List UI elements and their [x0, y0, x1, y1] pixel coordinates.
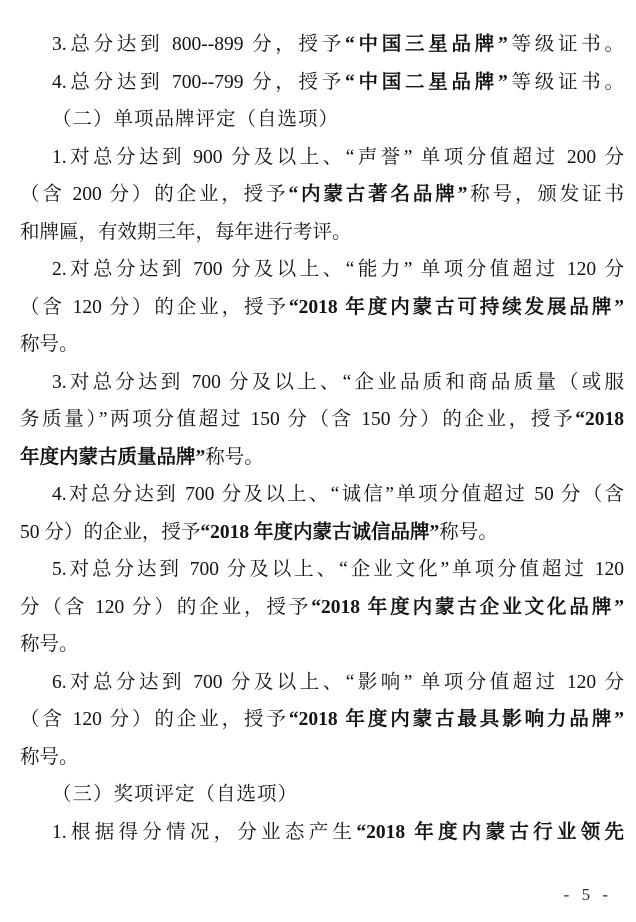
- text-run: 称号，颁发证书: [467, 184, 624, 205]
- bold-text-run: “2018: [575, 409, 624, 430]
- section-heading: [20, 776, 624, 814]
- text-run: 6.对总分达到 700 分及以上、“影响” 单项分值超过 120 分: [52, 671, 624, 693]
- text-line: [20, 139, 624, 177]
- text-run: 称号。: [20, 746, 79, 768]
- text-line: [20, 214, 624, 252]
- text-line: [20, 289, 624, 327]
- bold-text-run: “中国三星品牌”: [345, 34, 508, 55]
- text-line: [20, 739, 624, 777]
- bold-text-run: “中国二星品牌”: [345, 71, 508, 93]
- text-run: 50 分）的企业，授予: [20, 521, 201, 543]
- text-line: [20, 476, 624, 514]
- text-run: 3.对总分达到 700 分及以上、“企业品质和商品质量（或服: [52, 371, 624, 393]
- text-line: [20, 401, 624, 439]
- text-line: [20, 326, 624, 364]
- text-run: 等级证书。: [507, 71, 624, 93]
- text-line: [20, 26, 624, 64]
- text-run: （含 120 分）的企业，授予: [20, 709, 289, 730]
- text-run: 和牌匾，有效期三年，每年进行考评。: [20, 221, 352, 243]
- text-line: [20, 64, 624, 102]
- text-run: （含 200 分）的企业，授予: [20, 184, 289, 205]
- document-body: [20, 26, 624, 851]
- text-line: [20, 364, 624, 402]
- text-line: [20, 514, 624, 552]
- bold-text-run: “2018 年度内蒙古行业领先: [356, 821, 624, 843]
- text-run: 4.总分达到 700--799 分，授予: [52, 71, 346, 93]
- bold-text-run: “2018 年度内蒙古最具影响力品牌”: [288, 709, 624, 730]
- text-line: [20, 664, 624, 702]
- text-run: 5.对总分达到 700 分及以上、“企业文化”单项分值超过 120: [52, 559, 624, 580]
- text-run: 称号。: [20, 334, 79, 355]
- bold-text-run: “2018 年度内蒙古可持续发展品牌”: [288, 296, 624, 318]
- text-line: [20, 251, 624, 289]
- text-line: [20, 626, 624, 664]
- text-run: （二）单项品牌评定（自选项）: [52, 109, 340, 130]
- text-run: 2.对总分达到 700 分及以上、“能力” 单项分值超过 120 分: [52, 259, 624, 280]
- text-run: 3.总分达到 800--899 分，授予: [52, 34, 346, 55]
- bold-text-run: 年度内蒙古质量品牌”: [20, 446, 206, 468]
- text-run: 等级证书。: [507, 34, 624, 55]
- bold-text-run: “内蒙古著名品牌”: [288, 184, 468, 205]
- text-line: [20, 814, 624, 852]
- text-run: （含 120 分）的企业，授予: [20, 296, 289, 318]
- text-line: [20, 176, 624, 214]
- text-run: （三）奖项评定（自选项）: [52, 784, 299, 805]
- text-run: 分（含 120 分）的企业，授予: [20, 596, 312, 618]
- text-run: 1.根据得分情况，分业态产生: [52, 821, 357, 843]
- bold-text-run: “2018 年度内蒙古企业文化品牌”: [311, 596, 624, 618]
- page-number: - 5 -: [563, 885, 612, 904]
- text-line: [20, 551, 624, 589]
- text-line: [20, 439, 624, 477]
- bold-text-run: “2018 年度内蒙古诚信品牌”: [200, 521, 440, 543]
- section-heading: [20, 101, 624, 139]
- text-run: 称号。: [205, 446, 264, 468]
- text-run: 务质量）”两项分值超过 150 分（含 150 分）的企业，授予: [20, 409, 576, 430]
- text-run: 4.对总分达到 700 分及以上、“诚信”单项分值超过 50 分（含: [52, 484, 624, 505]
- text-line: [20, 701, 624, 739]
- text-run: 1.对总分达到 900 分及以上、“声誉” 单项分值超过 200 分: [52, 146, 624, 168]
- text-run: 称号。: [20, 634, 79, 655]
- text-run: 称号。: [439, 521, 498, 543]
- text-line: [20, 589, 624, 627]
